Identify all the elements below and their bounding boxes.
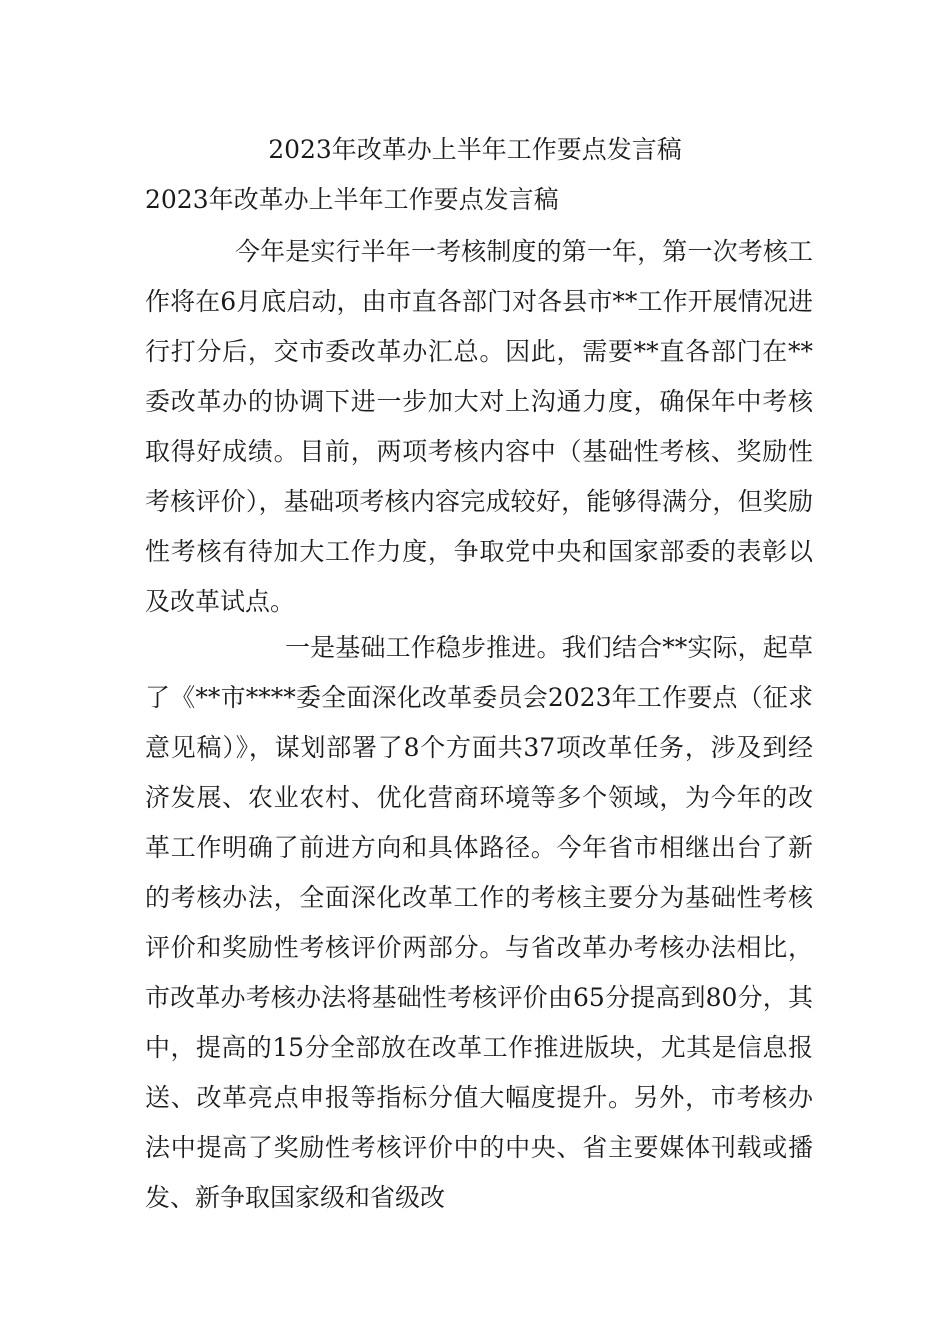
paragraph-intro: 今年是实行半年一考核制度的第一年，第一次考核工作将在6月底启动，由市直各部门对各县市**工作开展情况进行打分后，交市委改革办汇总。因此，需要**直各部门在**委改革办的协调下进一步加大对上沟通力度，确保年中考核取得好成绩。目前，两项考核内容中（基础性考核、奖励性考核评价），基础项考核内容完成较好，能够得满分，但奖励性考核有待加大工作力度，争取党中央和国家部委的表彰以及改革试点。 xyxy=(145,237,813,616)
document-subtitle: 2023年改革办上半年工作要点发言稿 xyxy=(145,185,559,214)
document-title: 2023年改革办上半年工作要点发言稿 xyxy=(268,135,682,164)
paragraph-basic-work: 一是基础工作稳步推进。我们结合**实际，起草了《**市****委全面深化改革委员会2023年工作要点（征求意见稿）》，谋划部署了8个方面共37项改革任务，涉及到经济发展、农业农村、优化营商环境等多个领域，为今年的改革工作明确了前进方向和具体路径。今年省市相继出台了新的考核办法，全面深化改革工作的考核主要分为基础性考核评价和奖励性考核评价两部分。与省改革办考核办法相比，市改革办考核办法将基础性考核评价由65分提高到80分，其中，提高的15分全部放在改革工作推进版块，尤其是信息报送、改革亮点申报等指标分值大幅度提升。另外，市考核办法中提高了奖励性考核评价中的中央、省主要媒体刊载或播发、新争取国家级和省级改 xyxy=(145,633,813,1212)
